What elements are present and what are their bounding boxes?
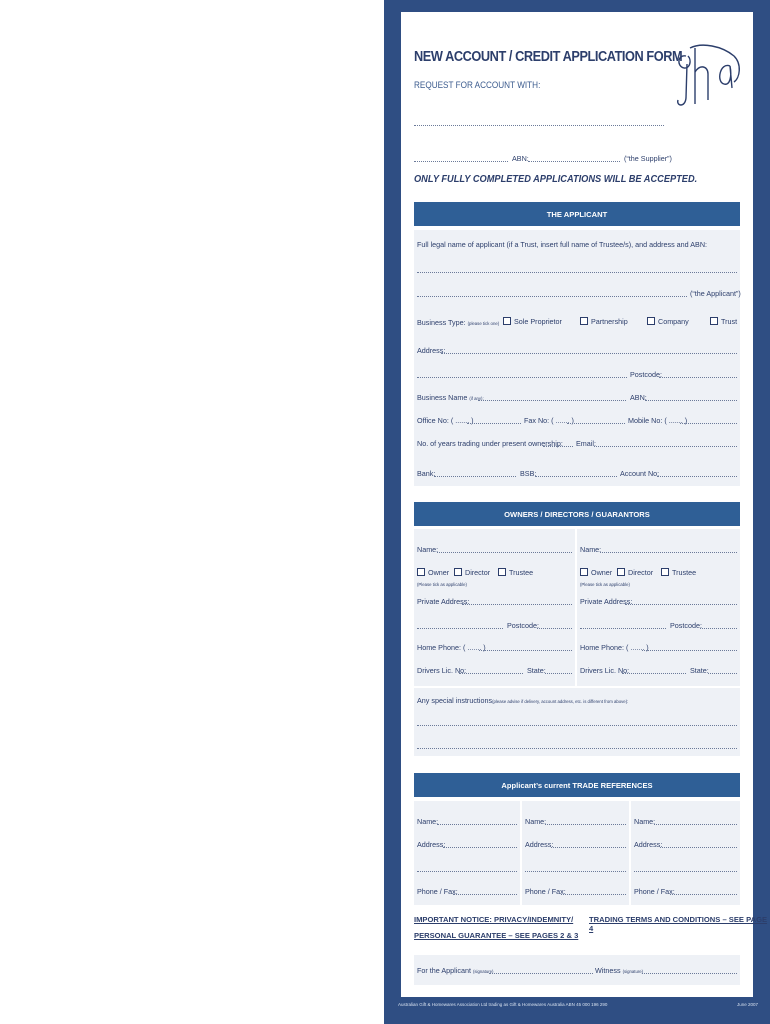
checkbox-icon[interactable] [580, 568, 588, 576]
form-title: NEW ACCOUNT / CREDIT APPLICATION FORM [414, 49, 683, 65]
abn-line[interactable] [645, 400, 737, 401]
applicant-signature-line[interactable] [489, 973, 593, 974]
trade-ref-1-address-line[interactable] [443, 847, 517, 848]
owner-1-address-line-2[interactable] [417, 628, 503, 629]
owner-1-role-director[interactable]: Director [454, 568, 490, 577]
special-instructions-hint: (please advise if delivery, account address, etc. is different from above): [492, 699, 629, 704]
account-no-line[interactable] [657, 476, 737, 477]
postcode-line[interactable] [659, 377, 737, 378]
owner-2-postcode-line[interactable] [700, 628, 737, 629]
trade-ref-2-name-label: Name: [525, 817, 547, 826]
email-line[interactable] [594, 446, 737, 447]
applicant-label: (“the Applicant”) [690, 289, 741, 298]
trade-ref-3-name-label: Name: [634, 817, 656, 826]
full-name-label: Full legal name of applicant (if a Trust, insert full name of Trustee/s), and address and ABN: [417, 240, 708, 249]
bank-line[interactable] [434, 476, 516, 477]
trade-ref-1-name-line[interactable] [437, 824, 517, 825]
owner-2-role-owner[interactable]: Owner [580, 568, 612, 577]
checkbox-icon[interactable] [647, 317, 655, 325]
fax-no-line[interactable] [567, 423, 625, 424]
gha-logo-icon [672, 42, 746, 114]
owner-1-home-phone-line[interactable] [479, 650, 572, 651]
owner-1-roles-hint: (Please tick as applicable) [417, 582, 467, 587]
special-instructions-line-2[interactable] [417, 748, 737, 749]
address-label: Address: [417, 346, 446, 355]
trade-ref-3-phone-line[interactable] [670, 894, 737, 895]
business-name-line[interactable] [478, 400, 626, 401]
owner-2-home-phone-line[interactable] [642, 650, 737, 651]
owner-2-private-address-line[interactable] [625, 604, 737, 605]
supplier-name-line-2[interactable] [414, 161, 508, 162]
owner-2-drivers-label: Drivers Lic. No: [580, 666, 630, 675]
trade-ref-3-address-line-2[interactable] [634, 871, 737, 872]
witness-signature-line[interactable] [642, 973, 737, 974]
supplier-abn-line[interactable] [528, 161, 620, 162]
checkbox-icon[interactable] [498, 568, 506, 576]
checkbox-icon[interactable] [710, 317, 718, 325]
privacy-notice-link[interactable]: IMPORTANT NOTICE: PRIVACY/INDEMNITY/ [414, 915, 574, 924]
business-type-label: Business Type: (please tick one) [417, 318, 500, 327]
checkbox-icon[interactable] [661, 568, 669, 576]
trade-ref-2-phone-label: Phone / Fax: [525, 887, 566, 896]
trade-ref-1-name-label: Name: [417, 817, 439, 826]
special-instructions-line-1[interactable] [417, 725, 737, 726]
business-type-company[interactable]: Company [647, 317, 689, 326]
mobile-no-line[interactable] [680, 423, 737, 424]
bsb-label: BSB: [520, 469, 537, 478]
trade-references-header: Applicant’s current TRADE REFERENCES [414, 773, 740, 797]
owner-2-address-line-2[interactable] [580, 628, 666, 629]
trade-ref-1-address-line-2[interactable] [417, 871, 517, 872]
guarantee-notice-link[interactable]: PERSONAL GUARANTEE – SEE PAGES 2 & 3 [414, 931, 579, 940]
bank-label: Bank: [417, 469, 436, 478]
checkbox-icon[interactable] [454, 568, 462, 576]
witness-signature-label: Witness (signature) [595, 966, 644, 975]
owner-2-postcode-label: Postcode: [670, 621, 702, 630]
owner-1-state-label: State: [527, 666, 546, 675]
owner-1-name-line[interactable] [437, 552, 572, 553]
full-name-line-1[interactable] [417, 272, 737, 273]
owner-1-private-address-line[interactable] [462, 604, 572, 605]
terms-notice-link[interactable]: TRADING TERMS AND CONDITIONS – SEE PAGE 4 [589, 915, 768, 933]
abn-label: ABN: [630, 393, 647, 402]
owner-2-drivers-line[interactable] [622, 673, 686, 674]
trade-ref-1-address-label: Address: [417, 840, 446, 849]
owner-1-postcode-label: Postcode: [507, 621, 539, 630]
owner-2-roles-hint: (Please tick as applicable) [580, 582, 630, 587]
trade-ref-2-name-line[interactable] [545, 824, 626, 825]
full-name-line-2[interactable] [417, 296, 687, 297]
years-trading-line[interactable] [543, 446, 573, 447]
owner-2-role-trustee[interactable]: Trustee [661, 568, 696, 577]
owner-1-role-owner[interactable]: Owner [417, 568, 449, 577]
footer-date: June 2007 [737, 1002, 759, 1007]
address-line-1[interactable] [441, 353, 737, 354]
owners-section-header: OWNERS / DIRECTORS / GUARANTORS [414, 502, 740, 526]
owner-1-private-address-label: Private Address: [417, 597, 470, 606]
account-no-label: Account No: [620, 469, 660, 478]
supplier-abn-label: ABN: [512, 154, 529, 163]
supplier-name-line[interactable] [414, 125, 664, 126]
trade-ref-2-phone-line[interactable] [561, 894, 626, 895]
trade-ref-3-name-line[interactable] [654, 824, 737, 825]
owner-1-name-label: Name: [417, 545, 439, 554]
special-instructions-label: Any special instructions(please advise if delivery, account address, etc. is different from above): [417, 696, 629, 705]
business-type-hint: (please tick one) [467, 321, 500, 326]
business-type-trust[interactable]: Trust [710, 317, 737, 326]
owner-1-postcode-line[interactable] [537, 628, 572, 629]
checkbox-icon[interactable] [503, 317, 511, 325]
completion-warning: ONLY FULLY COMPLETED APPLICATIONS WILL BE ACCEPTED. [414, 173, 698, 185]
form-subtitle: REQUEST FOR ACCOUNT WITH: [414, 80, 541, 91]
checkbox-icon[interactable] [617, 568, 625, 576]
trade-ref-3-phone-label: Phone / Fax: [634, 887, 675, 896]
applicant-signature-label: For the Applicant (signature) [417, 966, 494, 975]
office-no-label: Office No: ( ....... ) [417, 416, 474, 425]
owner-1-home-phone-label: Home Phone: ( ....... ) [417, 643, 486, 652]
trade-ref-1-phone-label: Phone / Fax: [417, 887, 458, 896]
checkbox-icon[interactable] [580, 317, 588, 325]
trade-ref-2-address-label: Address: [525, 840, 554, 849]
owner-2-name-label: Name: [580, 545, 602, 554]
trade-ref-3-address-label: Address: [634, 840, 663, 849]
owner-2-private-address-label: Private Address: [580, 597, 633, 606]
checkbox-icon[interactable] [417, 568, 425, 576]
footer-company: Australian Gift & Homewares Association Ltd trading as Gift & Homewares Australia ABN 45 000 196 290 [398, 1002, 608, 1007]
owner-2-state-label: State: [690, 666, 709, 675]
bsb-line[interactable] [535, 476, 617, 477]
office-no-line[interactable] [467, 423, 521, 424]
mobile-no-label: Mobile No: ( ....... ) [628, 416, 688, 425]
owner-2-state-line[interactable] [708, 673, 737, 674]
trade-ref-2-address-line[interactable] [551, 847, 626, 848]
business-type-sole-proprietor[interactable]: Sole Proprietor [503, 317, 562, 326]
address-line-2[interactable] [417, 377, 627, 378]
trade-ref-2-address-line-2[interactable] [525, 871, 626, 872]
years-trading-label: No. of years trading under present ownership: [417, 439, 563, 448]
fax-no-label: Fax No: ( ....... ) [524, 416, 574, 425]
postcode-label: Postcode: [630, 370, 662, 379]
business-type-partnership[interactable]: Partnership [580, 317, 628, 326]
trade-ref-1-phone-line[interactable] [453, 894, 517, 895]
owner-2-name-line[interactable] [600, 552, 737, 553]
owner-1-role-trustee[interactable]: Trustee [498, 568, 533, 577]
trade-ref-3-address-line[interactable] [660, 847, 737, 848]
owner-1-drivers-line[interactable] [459, 673, 523, 674]
owner-1-drivers-label: Drivers Lic. No: [417, 666, 467, 675]
supplier-label: (“the Supplier”) [624, 154, 672, 163]
business-name-label: Business Name (if any): [417, 393, 484, 402]
email-label: Email: [576, 439, 596, 448]
owner-2-role-director[interactable]: Director [617, 568, 653, 577]
owner-1-state-line[interactable] [545, 673, 572, 674]
applicant-section-header: THE APPLICANT [414, 202, 740, 226]
owner-2-home-phone-label: Home Phone: ( ....... ) [580, 643, 649, 652]
